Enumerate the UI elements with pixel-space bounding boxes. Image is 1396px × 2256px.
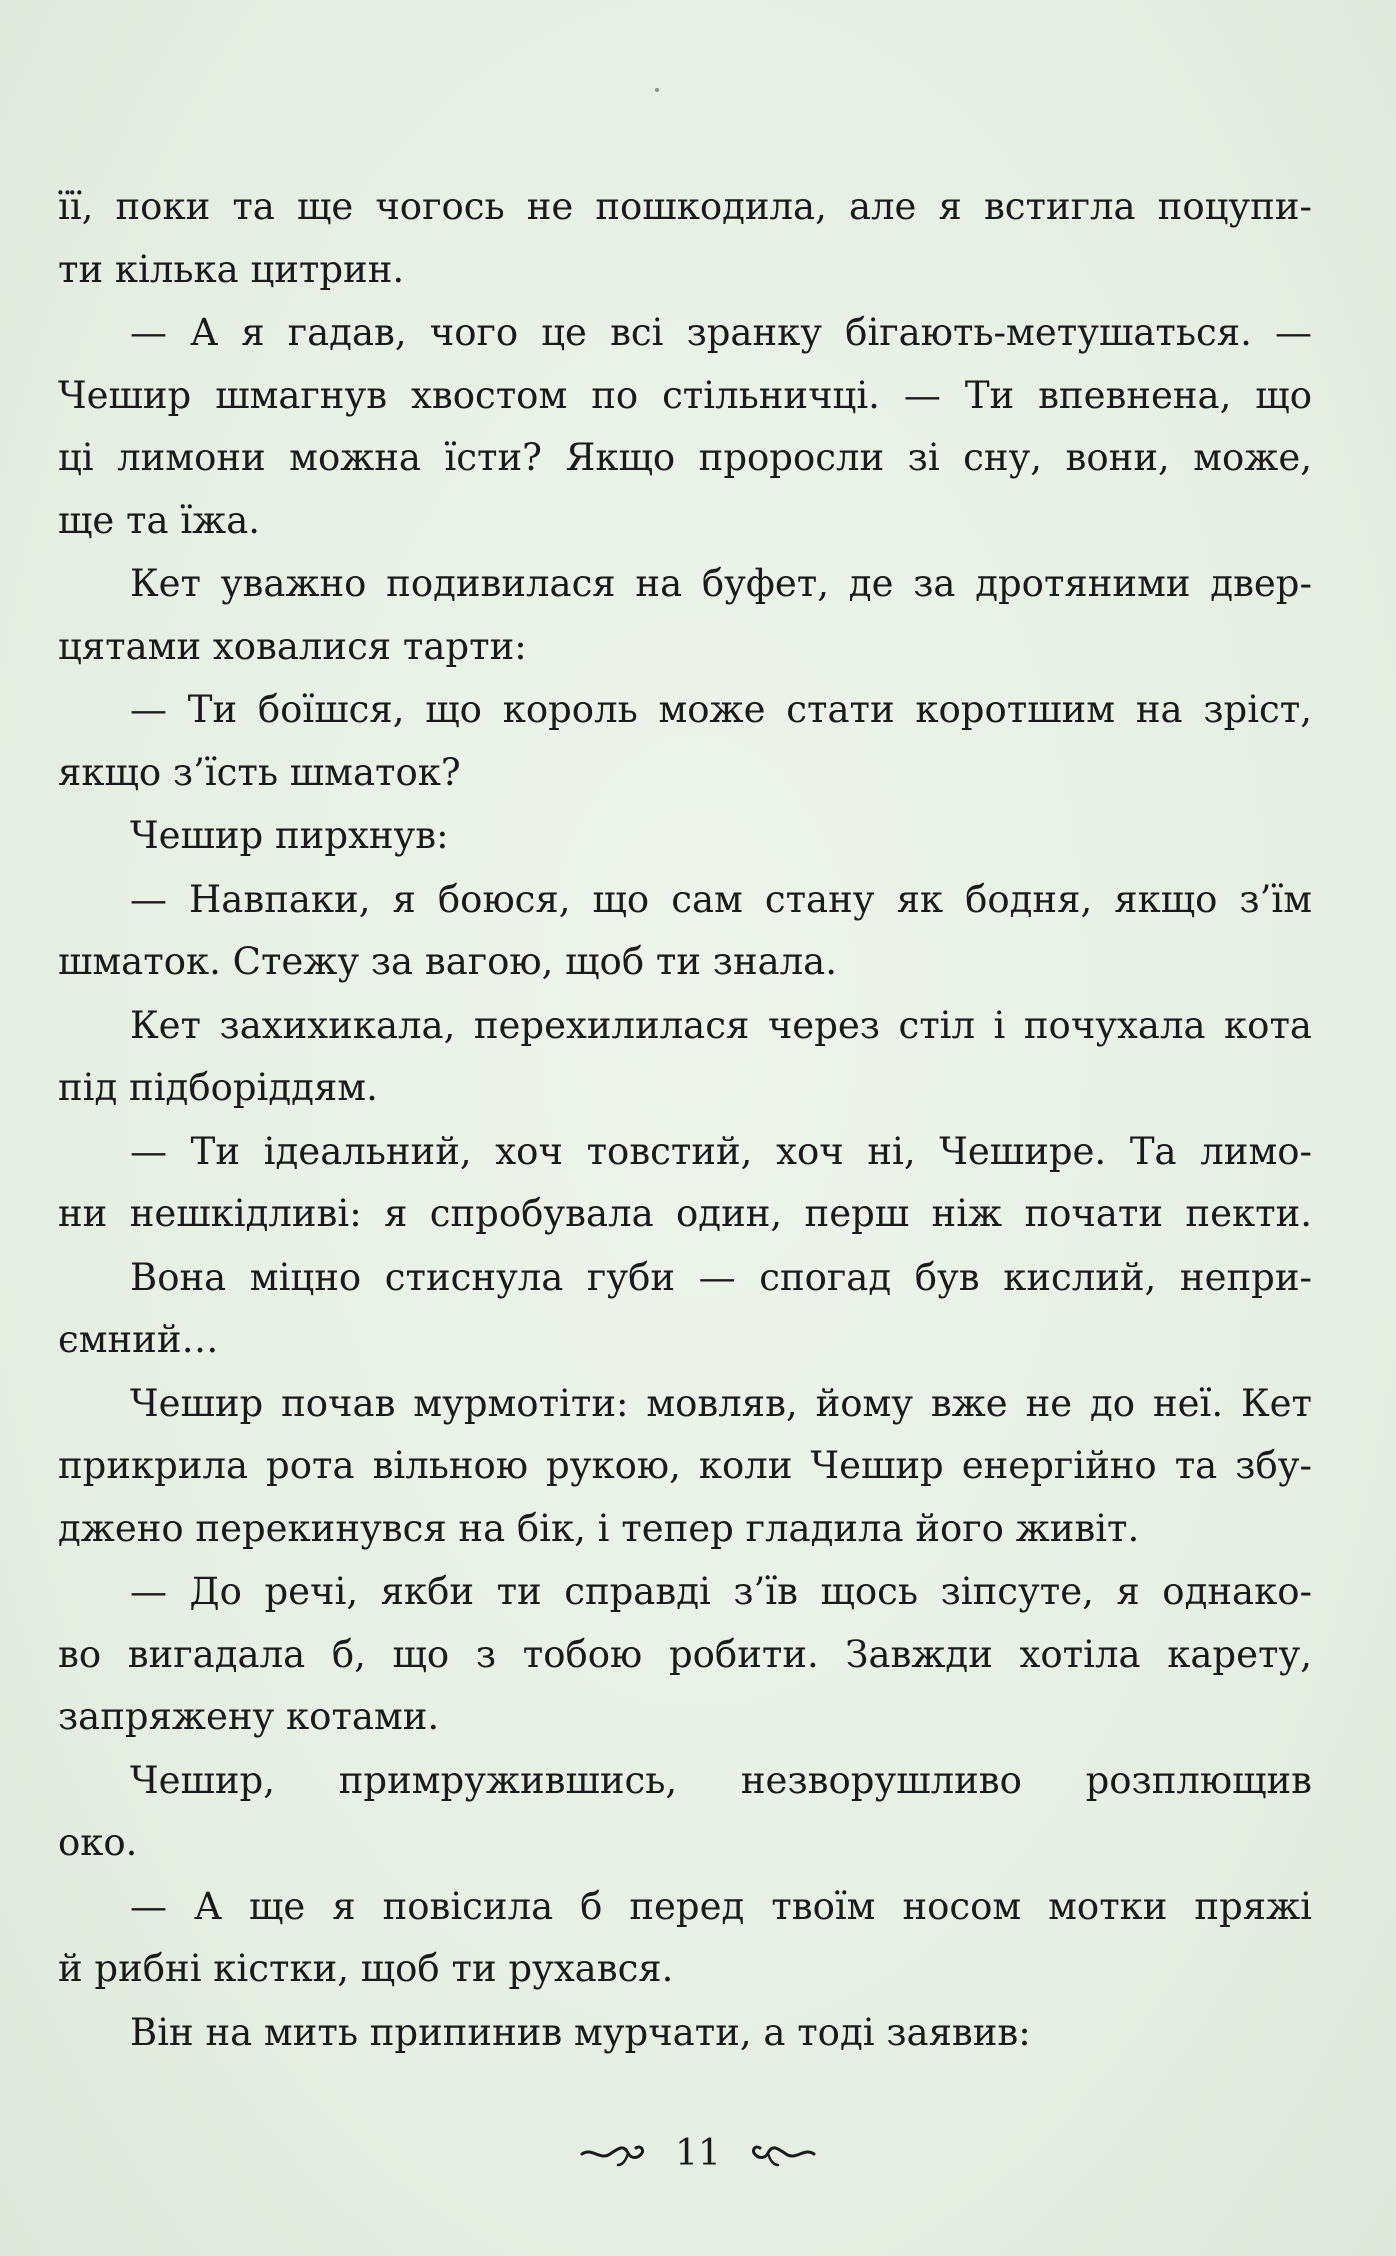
left-flourish-icon xyxy=(578,2139,648,2169)
text-line: — Ти ідеальний, хоч товстий, хоч ні, Чешире. Та лимо- xyxy=(130,1129,1312,1173)
text-line: джено перекинувся на бік, і тепер гладила його живіт. xyxy=(58,1506,1140,1550)
page-footer xyxy=(0,2127,1396,2179)
text-line: во вигадала б, що з тобою робити. Завжди хотіла карету, xyxy=(58,1632,1312,1676)
text-line: Чешир, примружившись, незворушливо розплющив xyxy=(130,1758,1312,1802)
text-line: прикрила рота вільною рукою, коли Чешир енергійно та збу- xyxy=(58,1444,1312,1487)
text-line: Вона міцно стиснула губи — спогад був кислий, непри- xyxy=(130,1255,1312,1299)
text-line: ни нешкідливі: я спробувала один, перш ніж почати пекти. xyxy=(58,1192,1312,1235)
text-line: запряжену котами. xyxy=(58,1695,440,1738)
text-line: ці лимони можна їсти? Якщо проросли зі сну, вони, може, xyxy=(58,436,1312,479)
text-line: шматок. Стежу за вагою, щоб ти знала. xyxy=(58,940,837,983)
text-line: — Навпаки, я боюся, що сам стану як бодня, якщо з’їм xyxy=(130,877,1312,921)
text-line: — А я гадав, чого це всі зранку бігають-метушаться. — xyxy=(130,311,1312,354)
text-line: під підборіддям. xyxy=(58,1066,378,1109)
page-number: 11 xyxy=(675,2133,721,2174)
text-line: — А ще я повісила б перед твоїм носом мотки пряжі xyxy=(130,1884,1312,1928)
right-flourish-icon xyxy=(748,2139,818,2169)
text-line: Чешир шмагнув хвостом по стільничці. — Ти впевнена, що xyxy=(58,373,1312,417)
text-line: око. xyxy=(58,1821,138,1864)
paper-speck xyxy=(655,88,659,92)
text-line: цятами ховалися тарти: xyxy=(58,624,527,668)
text-line: ще та їжа. xyxy=(58,498,261,542)
text-line: Чешир пирхнув: xyxy=(130,814,449,857)
text-line: й рибні кістки, щоб ти рухався. xyxy=(58,1947,674,1990)
text-line: — До речі, якби ти справді з’їв щось зіпсуте, я однако- xyxy=(130,1570,1312,1613)
text-line: Кет захихикала, перехилилася через стіл і почухала кота xyxy=(130,1003,1312,1047)
page-body-text xyxy=(58,176,1312,2064)
text-line: якщо з’їсть шматок? xyxy=(58,750,461,794)
text-line: ти кілька цитрин. xyxy=(58,247,405,291)
text-line: Кет уважно подивилася на буфет, де за дротяними двер- xyxy=(130,562,1312,605)
text-line: Він на мить припинив мурчати, а тоді заявив: xyxy=(130,2010,1031,2054)
text-line: її, поки та ще чогось не пошкодила, але я встигла поцупи- xyxy=(58,185,1312,228)
text-line: — Ти боїшся, що король може стати коротшим на зріст, xyxy=(130,688,1312,731)
text-line: Чешир почав мурмотіти: мовляв, йому вже не до неї. Кет xyxy=(130,1381,1312,1425)
text-line: ємний… xyxy=(58,1318,219,1361)
